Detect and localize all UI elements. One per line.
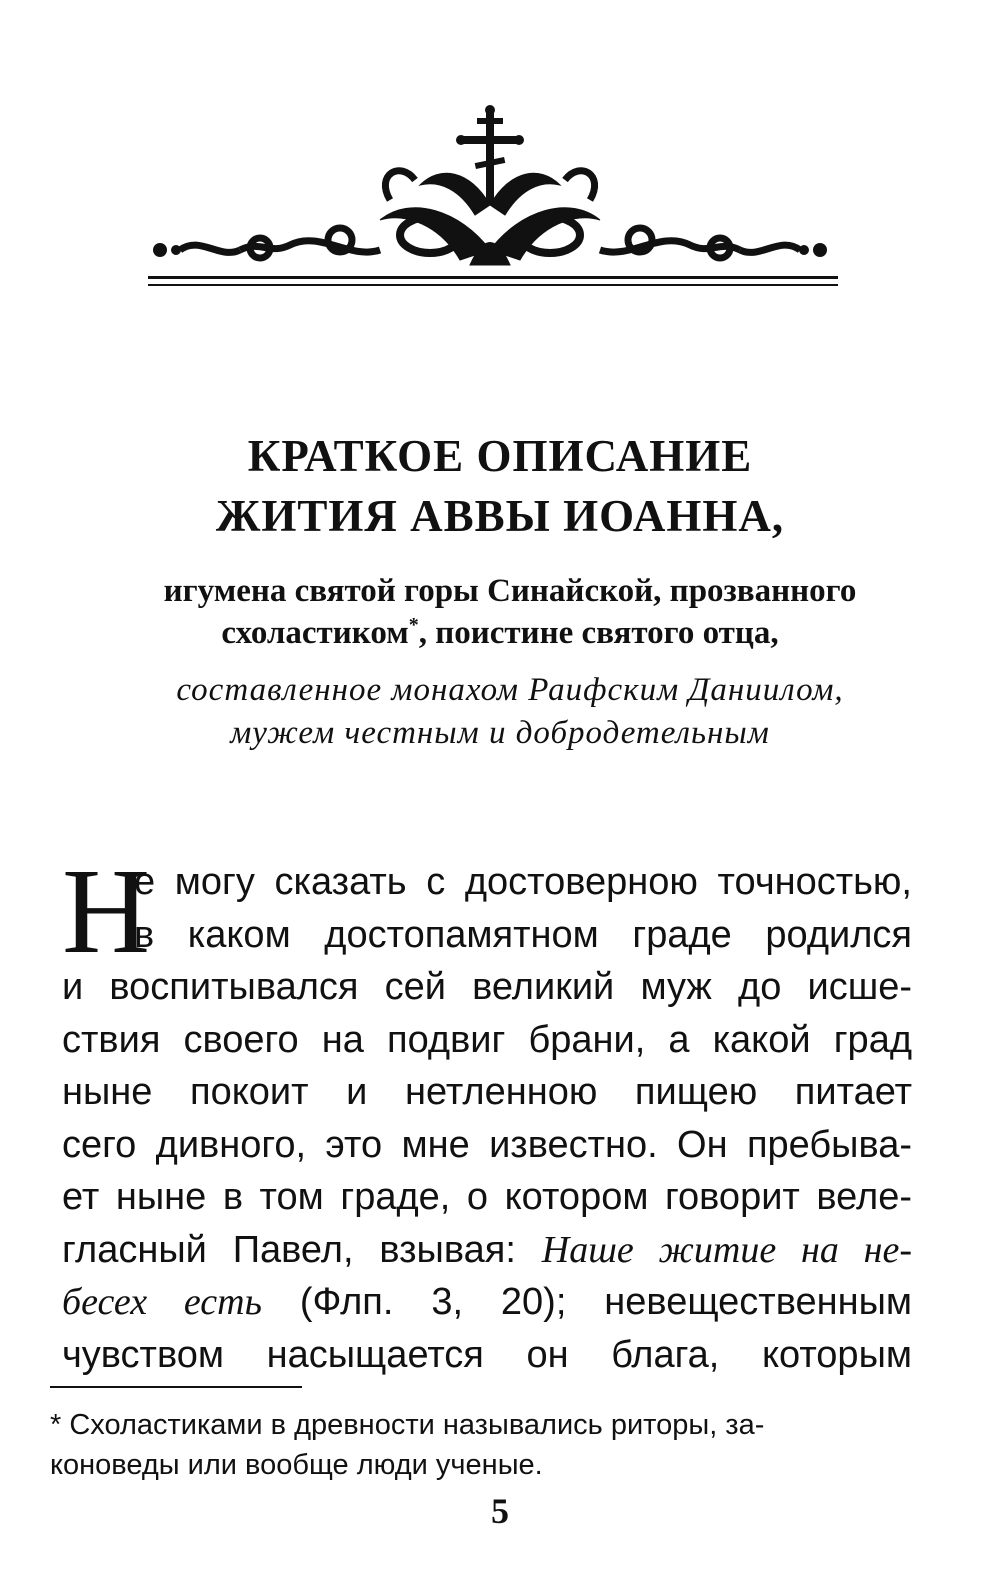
body-line: в каком достопамятном граде родился [134,913,912,956]
drop-cap: Н [62,844,151,979]
body-line: сего дивного, это мне известно. Он пребыва- [62,1123,912,1166]
body-line: е могу сказать с достоверною точностью, [134,861,912,903]
body-line-text: (Флп. 3, 20); невещественным [261,1281,913,1323]
subtitle-tail: , поистине святого отца, [418,615,779,651]
body-line: ствия своего на подвиг брани, а какой град [62,1018,912,1061]
body-line: чувством насыщается он блага, которым [62,1333,912,1376]
subtitle-line-2 [0,614,1000,652]
subtitle-line-1: игумена святой горы Синайской, прозванного [163,573,857,609]
title-line-2: ЖИТИЯ АВВЫ ИОАННА, [215,491,785,541]
body-line: ет ныне в том граде, о котором говорит веле- [62,1176,912,1218]
double-rule-bottom [148,284,838,286]
body-line-text: гласный Павел, взывая: [62,1228,542,1271]
scroll-vine-left-icon [180,228,380,258]
body-line: и воспитывался сей великий муж до исше- [62,966,912,1008]
scroll-vine-right-icon [600,228,800,258]
footnote-line-1: * Схоластиками в древности назывались риторы, за- [50,1409,765,1441]
subtitle-word-scholastic: схоластиком [221,615,409,651]
body-line [62,1276,912,1329]
title-line-1: КРАТКОЕ ОПИСАНИЕ [247,431,753,481]
scripture-quote: бесех есть [62,1281,262,1323]
footnote-marker: * [408,614,419,636]
scripture-quote: Наше житие на не- [541,1228,912,1271]
attribution-line-2: мужем честным и добродетельным [230,715,770,751]
double-rule-top [148,276,838,279]
footnote-line-2: коноведы или вообще люди ученые. [50,1449,543,1481]
body-line: ныне покоит и нетленною пищею питает [62,1071,912,1113]
footnote [50,1405,880,1485]
body-line [62,1224,912,1277]
cross-ornament-headpiece [140,100,840,295]
footnote-rule [50,1386,302,1388]
attribution-line-1: составленное монахом Раифским Даниилом, [176,672,844,708]
body-text [62,844,913,1381]
page-number: 5 [491,1491,509,1531]
